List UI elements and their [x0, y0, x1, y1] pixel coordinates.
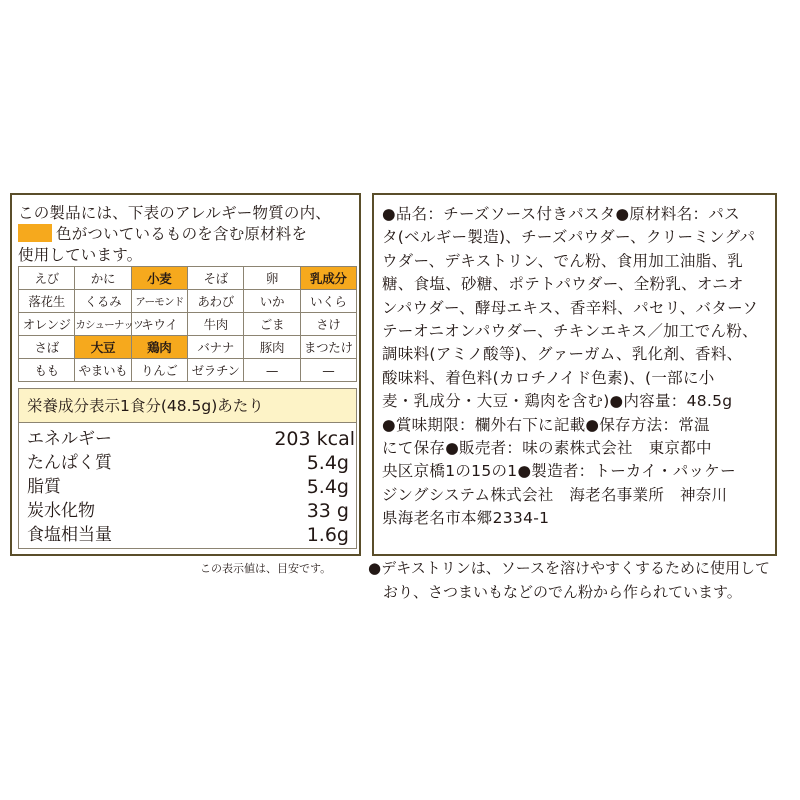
allergen-cell: 大豆	[75, 336, 131, 359]
allergen-cell: えび	[19, 267, 75, 290]
nutrition-value: 1.6g	[306, 524, 349, 546]
product-info-line: ウダー、デキストリン、でん粉、食用加工油脂、乳	[382, 251, 744, 270]
product-info-line: 県海老名市本郷2334-1	[382, 509, 550, 528]
dextrin-footnote	[368, 556, 798, 604]
allergen-cell: カシューナッツ	[75, 313, 131, 336]
allergen-cell: さば	[19, 336, 75, 359]
allergen-cell: いか	[244, 290, 300, 313]
nutrition-row-energy	[27, 427, 355, 451]
nutrition-row-carbohydrate	[27, 499, 349, 523]
nutrition-row-salt	[27, 523, 349, 547]
nutrition-header: 栄養成分表示1食分(48.5g)あたり	[19, 389, 356, 423]
footnote-line: ●デキストリンは、ソースを溶けやすくするために使用して	[368, 559, 771, 577]
allergen-cell: そば	[187, 267, 243, 290]
product-info-line: テーオニオンパウダー、チキンエキス／加工でん粉、	[382, 321, 758, 340]
allergen-row	[19, 290, 357, 313]
allergy-notice-line: 使用しています。	[18, 246, 143, 264]
nutrition-value: 5.4g	[306, 452, 349, 474]
allergen-cell: バナナ	[187, 336, 243, 359]
product-info-line: ●賞味期限：欄外右下に記載●保存方法：常温	[382, 415, 710, 434]
product-info-line: タ(ベルギー製造)、チーズパウダー、クリーミングパ	[382, 228, 756, 247]
product-info-line: にて保存●販売者：味の素株式会社 東京都中	[382, 438, 712, 457]
nutrition-value: 33 g	[306, 500, 349, 522]
nutrition-value: 203 kcal	[274, 428, 355, 450]
allergen-row	[19, 359, 357, 382]
allergy-nutrition-panel	[10, 193, 361, 556]
allergen-cell: オレンジ	[19, 313, 75, 336]
allergen-cell: ごま	[244, 313, 300, 336]
allergen-cell: 卵	[244, 267, 300, 290]
nutrition-label: 炭水化物	[27, 501, 95, 521]
allergen-cell: さけ	[300, 313, 356, 336]
allergen-cell: いくら	[300, 290, 356, 313]
allergen-cell: もも	[19, 359, 75, 382]
allergen-cell: 鶏肉	[131, 336, 187, 359]
allergen-cell: くるみ	[75, 290, 131, 313]
allergen-cell: かに	[75, 267, 131, 290]
allergen-row	[19, 336, 357, 359]
allergen-cell: 乳成分	[300, 267, 356, 290]
product-info-line: 糖、食塩、砂糖、ポテトパウダー、全粉乳、オニオ	[382, 275, 744, 294]
product-info-text	[382, 203, 774, 530]
footnote-line: おり、さつまいもなどのでん粉から作られています。	[368, 583, 742, 601]
highlight-color-swatch	[18, 224, 52, 242]
allergen-cell: まつたけ	[300, 336, 356, 359]
allergen-cell: 小麦	[131, 267, 187, 290]
nutrition-value: 5.4g	[306, 476, 349, 498]
product-info-panel	[372, 193, 777, 556]
product-info-line: 調味料(アミノ酸等)、グァーガム、乳化剤、香料、	[382, 345, 743, 364]
allergen-row	[19, 267, 357, 290]
product-info-line: 麦・乳成分・大豆・鶏肉を含む)●内容量：48.5g	[382, 392, 733, 411]
product-info-line: 酸味料、着色料(カロチノイド色素)、(一部に小	[382, 368, 715, 387]
nutrition-label: 食塩相当量	[27, 525, 112, 545]
nutrition-facts	[18, 388, 357, 549]
allergen-cell: —	[244, 359, 300, 382]
allergen-table	[18, 266, 357, 382]
nutrition-label: エネルギー	[27, 429, 112, 449]
allergen-cell: あわび	[187, 290, 243, 313]
nutrition-row-fat	[27, 475, 349, 499]
product-info-line: ジングシステム株式会社 海老名事業所 神奈川	[382, 485, 728, 504]
allergen-cell: キウイ	[131, 313, 187, 336]
allergen-cell: —	[300, 359, 356, 382]
allergen-row	[19, 313, 357, 336]
allergen-cell: 豚肉	[244, 336, 300, 359]
allergen-cell: 落花生	[19, 290, 75, 313]
nutrition-row-protein	[27, 451, 349, 475]
nutrition-disclaimer: この表示値は、目安です。	[200, 562, 332, 575]
allergy-notice	[18, 203, 358, 266]
allergy-notice-line: 色がついているものを含む原材料を	[56, 225, 308, 243]
nutrition-label: たんぱく質	[27, 453, 112, 473]
product-info-line: 央区京橋1の15の1●製造者：トーカイ・パッケー	[382, 462, 736, 481]
allergen-cell: ゼラチン	[187, 359, 243, 382]
product-info-line: ●品名：チーズソース付きパスタ●原材料名：パス	[382, 205, 740, 223]
product-info-line: ンパウダー、酵母エキス、香辛料、パセリ、バターソ	[382, 298, 759, 317]
allergen-cell: アーモンド	[131, 290, 187, 313]
nutrition-label: 脂質	[27, 477, 61, 497]
allergy-notice-line: この製品には、下表のアレルギー物質の内、	[18, 204, 331, 222]
allergen-cell: りんご	[131, 359, 187, 382]
allergen-cell: やまいも	[75, 359, 131, 382]
allergen-cell: 牛肉	[187, 313, 243, 336]
